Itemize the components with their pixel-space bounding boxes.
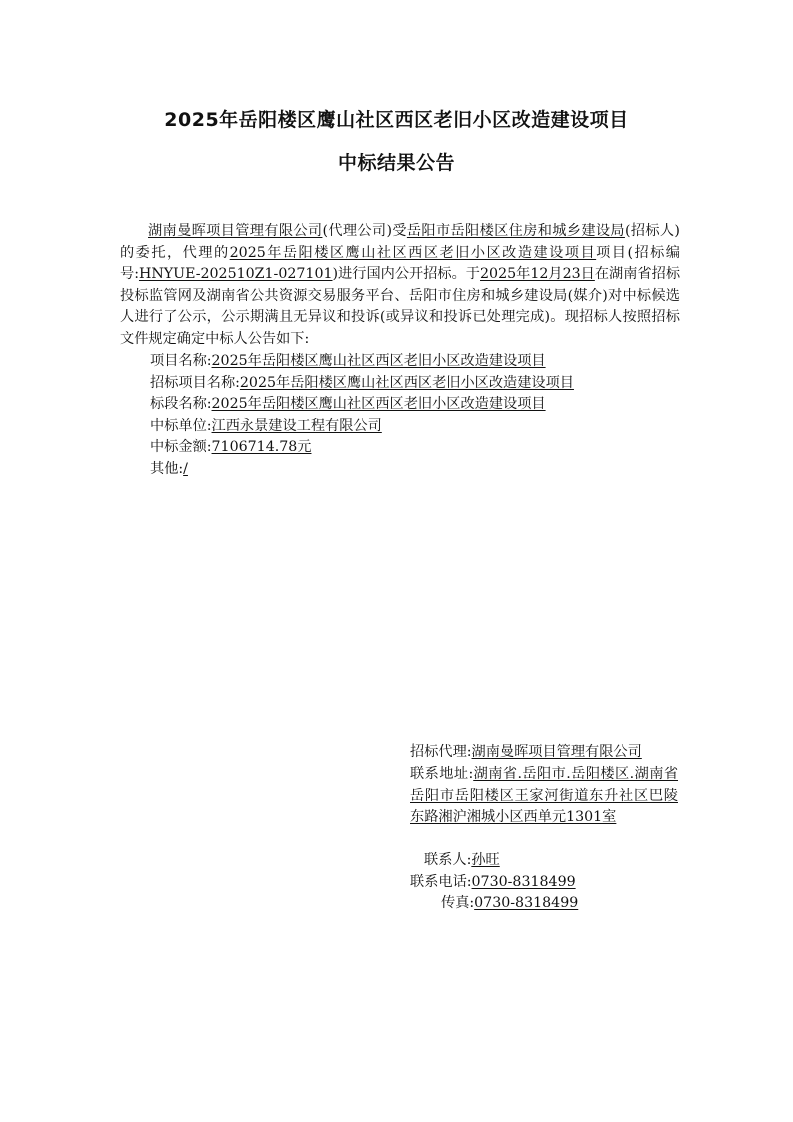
bid-number: HNYUE-202510Z1-027101 bbox=[138, 266, 333, 283]
field-value: 2025年岳阳楼区鹰山社区西区老旧小区改造建设项目 bbox=[239, 374, 574, 391]
field-project-name bbox=[150, 351, 546, 373]
field-tender-project-name bbox=[150, 373, 574, 395]
announcement-title: 2025年岳阳楼区鹰山社区西区老旧小区改造建设项目 bbox=[164, 109, 629, 131]
field-value: 2025年岳阳楼区鹰山社区西区老旧小区改造建设项目 bbox=[211, 396, 546, 413]
publish-date: 2025年12月23日 bbox=[480, 266, 595, 283]
intro-text-1: (代理公司)受 bbox=[322, 223, 407, 239]
field-value: / bbox=[183, 461, 188, 477]
contact-phone bbox=[410, 872, 576, 894]
field-label: 中标金额: bbox=[150, 439, 212, 456]
field-other bbox=[150, 459, 188, 481]
field-value: 江西永景建设工程有限公司 bbox=[211, 417, 382, 434]
field-label: 标段名称: bbox=[150, 396, 212, 413]
contact-label: 联系地址: bbox=[410, 766, 474, 782]
field-label: 项目名称: bbox=[150, 353, 212, 369]
field-label: 中标单位: bbox=[150, 417, 212, 434]
contact-address bbox=[410, 764, 678, 829]
contact-value: 孙旺 bbox=[471, 852, 500, 868]
contact-value: 湖南曼晖项目管理有限公司 bbox=[471, 744, 642, 760]
field-label: 招标项目名称: bbox=[150, 374, 240, 391]
contact-person bbox=[424, 850, 500, 872]
contact-value: 0730-8318499 bbox=[474, 895, 579, 912]
field-winning-bidder bbox=[150, 416, 382, 438]
contact-label: 联系人: bbox=[424, 852, 472, 868]
contact-label: 联系电话: bbox=[410, 873, 472, 890]
project-name-inline: 2025年岳阳楼区鹰山社区西区老旧小区改造建设项目 bbox=[229, 244, 597, 261]
field-winning-amount bbox=[150, 437, 311, 459]
contact-label: 招标代理: bbox=[410, 744, 472, 760]
field-label: 其他: bbox=[150, 461, 184, 477]
agent-company: 湖南曼晖项目管理有限公司 bbox=[148, 223, 323, 239]
contact-value: 0730-8318499 bbox=[471, 873, 576, 890]
intro-text-2: (招标人)的委托，代理的 bbox=[120, 223, 680, 261]
intro-text-4: )进行国内公开招标。于 bbox=[332, 266, 481, 283]
tenderer-name: 岳阳市岳阳楼区住房和城乡建设局 bbox=[406, 223, 625, 239]
contact-agent bbox=[410, 742, 642, 764]
field-value: 7106714.78元 bbox=[211, 439, 312, 456]
field-lot-name bbox=[150, 394, 546, 416]
field-value: 2025年岳阳楼区鹰山社区西区老旧小区改造建设项目 bbox=[211, 353, 546, 369]
contact-value: 湖南省.岳阳市.岳阳楼区.湖南省岳阳市岳阳楼区王家河街道东升社区巴陵东路湘沪湘城小区西单元1301室 bbox=[410, 766, 679, 826]
contact-label: 传真: bbox=[441, 895, 475, 912]
announcement-subtitle: 中标结果公告 bbox=[337, 152, 455, 174]
intro-paragraph bbox=[120, 221, 680, 351]
contact-fax bbox=[441, 893, 578, 915]
intro-text-3: 项目(招标编号: bbox=[120, 244, 680, 283]
intro-text-5: 在湖南省招标投标监管网及湖南省公共资源交易服务平台、岳阳市住房和城乡建设局(媒介)对中标候选人进行了公示，公示期满且无异议和投诉(或异议和投诉已处理完成)。现招标人按照招标文件规定确定中标人公告如下: bbox=[120, 266, 681, 347]
